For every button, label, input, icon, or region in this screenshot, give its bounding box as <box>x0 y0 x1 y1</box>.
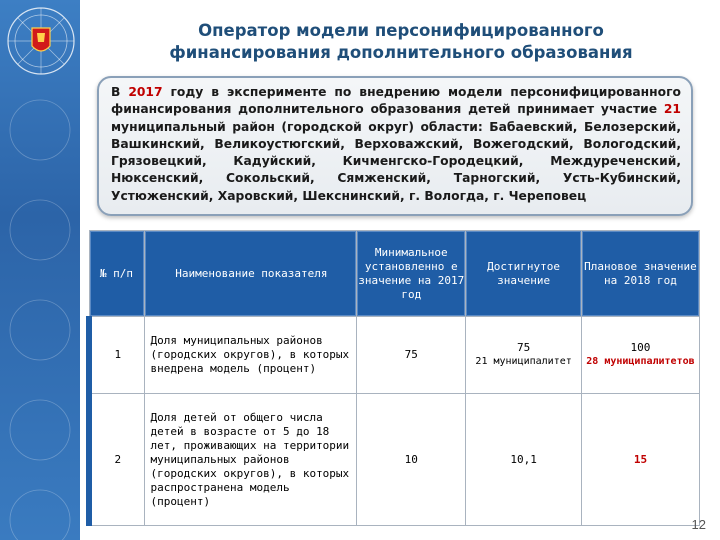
intro-text-part-1: В <box>111 85 129 99</box>
header-indicator-name: Наименование показателя <box>144 231 357 317</box>
row-number: 1 <box>89 317 144 394</box>
row-achieved-cell <box>466 317 582 394</box>
table-row <box>89 317 700 394</box>
sidebar-pattern-decoration <box>0 90 80 540</box>
left-sidebar-decoration <box>0 0 80 540</box>
intro-text-part-2: году в эксперименте по внедрению модели персонифицированного финансирования дополнительного образования детей принимает участие <box>111 85 681 117</box>
row-planned-value: 15 <box>581 394 699 526</box>
row-planned-cell <box>581 317 699 394</box>
coat-of-arms-emblem-icon <box>6 6 76 76</box>
page-number: 12 <box>691 517 706 532</box>
row-achieved-value: 75 <box>516 341 531 354</box>
table-header-row <box>89 231 700 317</box>
intro-year: 2017 <box>128 85 163 99</box>
table-row <box>89 394 700 526</box>
row-planned-value: 100 <box>630 341 651 354</box>
row-indicator-name: Доля детей от общего числа детей в возрасте от 5 до 18 лет, проживающих на территории муниципальных районов (городских округов), в которых распространена модель (процент) <box>144 394 357 526</box>
row-number: 2 <box>89 394 144 526</box>
intro-text-part-3: муниципальный район (городской округ) области: Бабаевский, Белозерский, Вашкинский, Великоустюгский, Верховажский, Вожегодский, Вологодский, Грязовецкий, Кадуйский, Кичменгско-Городецкий, Междуреченский, Нюксенский, Сокольский, Сямженский, Тарногский, Усть-Кубинский, Устюженский, Харовский, Шекснинский, г. Вологда, г. Череповец <box>111 119 681 203</box>
header-number: № п/п <box>89 231 144 317</box>
slide-title-line-1: Оператор модели персонифицированного <box>198 21 604 40</box>
intro-municipality-count: 21 <box>663 102 681 117</box>
row-achieved-value: 10,1 <box>466 394 582 526</box>
row-min-value: 75 <box>357 317 466 394</box>
indicators-table <box>86 230 700 526</box>
row-achieved-note: 21 муниципалитет <box>475 356 572 367</box>
header-planned-value: Плановое значение на 2018 год <box>581 231 699 317</box>
header-achieved-value: Достигнутое значение <box>466 231 582 317</box>
slide-title <box>90 20 712 64</box>
row-planned-note: 28 муниципалитетов <box>586 356 695 367</box>
header-min-value: Минимальное установленно е значение на 2017 год <box>357 231 466 317</box>
slide-title-line-2: финансирования дополнительного образования <box>169 43 633 62</box>
row-min-value: 10 <box>357 394 466 526</box>
row-indicator-name: Доля муниципальных районов (городских округов), в которых внедрена модель (процент) <box>144 317 357 394</box>
intro-text-box <box>97 76 693 216</box>
